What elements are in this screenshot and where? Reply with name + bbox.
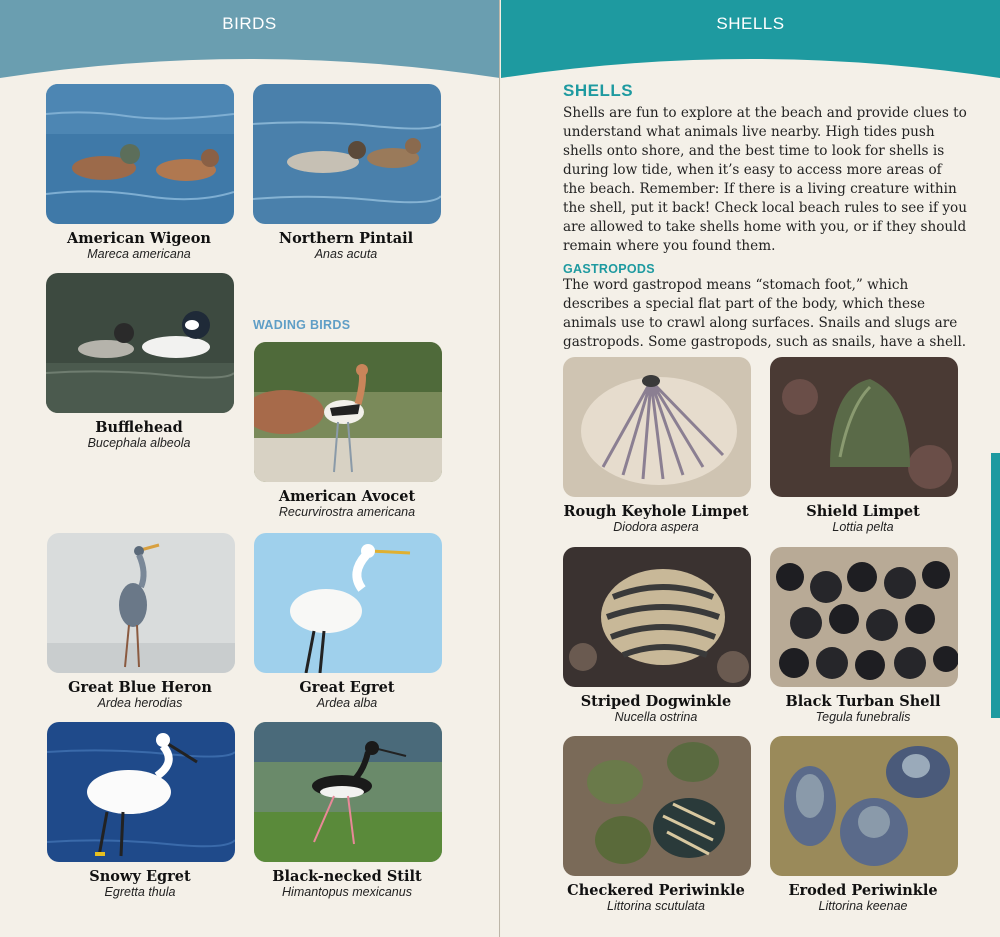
black-necked-stilt-caption — [242, 868, 452, 899]
shells-section-title: SHELLS — [563, 81, 634, 100]
rough-keyhole-limpet-caption — [551, 503, 761, 534]
bird-latin-name: Bucephala albeola — [87, 436, 191, 450]
great-blue-heron-photo — [47, 533, 235, 673]
great-blue-heron-caption — [35, 679, 245, 710]
bird-latin-name: Himantopus mexicanus — [282, 885, 412, 899]
birds-header-title: BIRDS — [222, 14, 277, 33]
bird-common-name: Great Blue Heron — [68, 679, 212, 696]
great-egret-caption — [242, 679, 452, 710]
bufflehead-caption — [34, 419, 244, 450]
bird-common-name: Bufflehead — [95, 419, 183, 436]
shell-common-name: Rough Keyhole Limpet — [563, 503, 749, 520]
northern-pintail-caption — [241, 230, 451, 261]
black-necked-stilt-photo — [254, 722, 442, 862]
striped-dogwinkle-caption — [551, 693, 761, 724]
shell-latin-name: Littorina keenae — [818, 899, 908, 913]
black-turban-shell-caption — [758, 693, 968, 724]
checkered-periwinkle-caption — [551, 882, 761, 913]
eroded-periwinkle-caption — [758, 882, 968, 913]
shell-common-name: Checkered Periwinkle — [567, 882, 745, 899]
shell-latin-name: Diodora aspera — [613, 520, 699, 534]
shell-common-name: Black Turban Shell — [785, 693, 941, 710]
bird-latin-name: Ardea herodias — [97, 696, 183, 710]
wading-birds-label: WADING BIRDS — [253, 318, 351, 332]
shell-latin-name: Tegula funebralis — [815, 710, 911, 724]
great-egret-photo — [254, 533, 442, 673]
shell-common-name: Striped Dogwinkle — [580, 693, 732, 710]
shells-header-band — [501, 0, 1000, 80]
shell-latin-name: Lottia pelta — [832, 520, 894, 534]
bird-common-name: Great Egret — [299, 679, 395, 696]
bird-latin-name: Mareca americana — [87, 247, 191, 261]
bird-latin-name: Recurvirostra americana — [278, 505, 416, 519]
american-wigeon-caption — [34, 230, 244, 261]
bird-latin-name: Anas acuta — [314, 247, 378, 261]
snowy-egret-photo — [47, 722, 235, 862]
shell-latin-name: Nucella ostrina — [614, 710, 698, 724]
shells-intro-text: Shells are fun to explore at the beach and provide clues to understand what animals live nearby. High tides push shells onto shore, and the best time to look for shells is during low tide, when it’s easy to access more areas of the beach. Remember: If there is a living creature within the shell, put it back! Check local beach rules to see if you are allowed to take shells home with you, or if they should remain where you found them. — [563, 105, 967, 254]
bird-common-name: American Avocet — [278, 488, 416, 505]
checkered-periwinkle-photo — [563, 736, 751, 876]
black-turban-shell-photo — [770, 547, 958, 687]
birds-header-band — [0, 0, 499, 80]
shell-latin-name: Littorina scutulata — [607, 899, 705, 913]
american-avocet-photo — [254, 342, 442, 482]
shells-header-title: SHELLS — [716, 14, 785, 33]
eroded-periwinkle-photo — [770, 736, 958, 876]
shell-common-name: Shield Limpet — [806, 503, 920, 520]
american-wigeon-photo — [46, 84, 234, 224]
northern-pintail-photo — [253, 84, 441, 224]
bird-common-name: Black-necked Stilt — [272, 868, 422, 885]
bird-common-name: Northern Pintail — [278, 230, 414, 247]
shell-common-name: Eroded Periwinkle — [788, 882, 938, 899]
bird-common-name: Snowy Egret — [89, 868, 191, 885]
american-avocet-caption — [242, 488, 452, 519]
shells-panel — [501, 0, 1000, 937]
bird-latin-name: Ardea alba — [316, 696, 378, 710]
bird-common-name: American Wigeon — [67, 230, 211, 247]
bufflehead-photo — [46, 273, 234, 413]
striped-dogwinkle-photo — [563, 547, 751, 687]
section-edge-tab — [991, 453, 1000, 718]
gastropods-title: GASTROPODS — [563, 262, 655, 276]
shield-limpet-caption — [758, 503, 968, 534]
snowy-egret-caption — [35, 868, 245, 899]
gastropods-text: The word gastropod means “stomach foot,” which describes a special flat part of the body, which these animals use to crawl along surfaces. Snails and slugs are gastropods. Some gastropods, such as snails, have a shell. — [563, 277, 967, 350]
shield-limpet-photo — [770, 357, 958, 497]
rough-keyhole-limpet-photo — [563, 357, 751, 497]
bird-latin-name: Egretta thula — [104, 885, 176, 899]
